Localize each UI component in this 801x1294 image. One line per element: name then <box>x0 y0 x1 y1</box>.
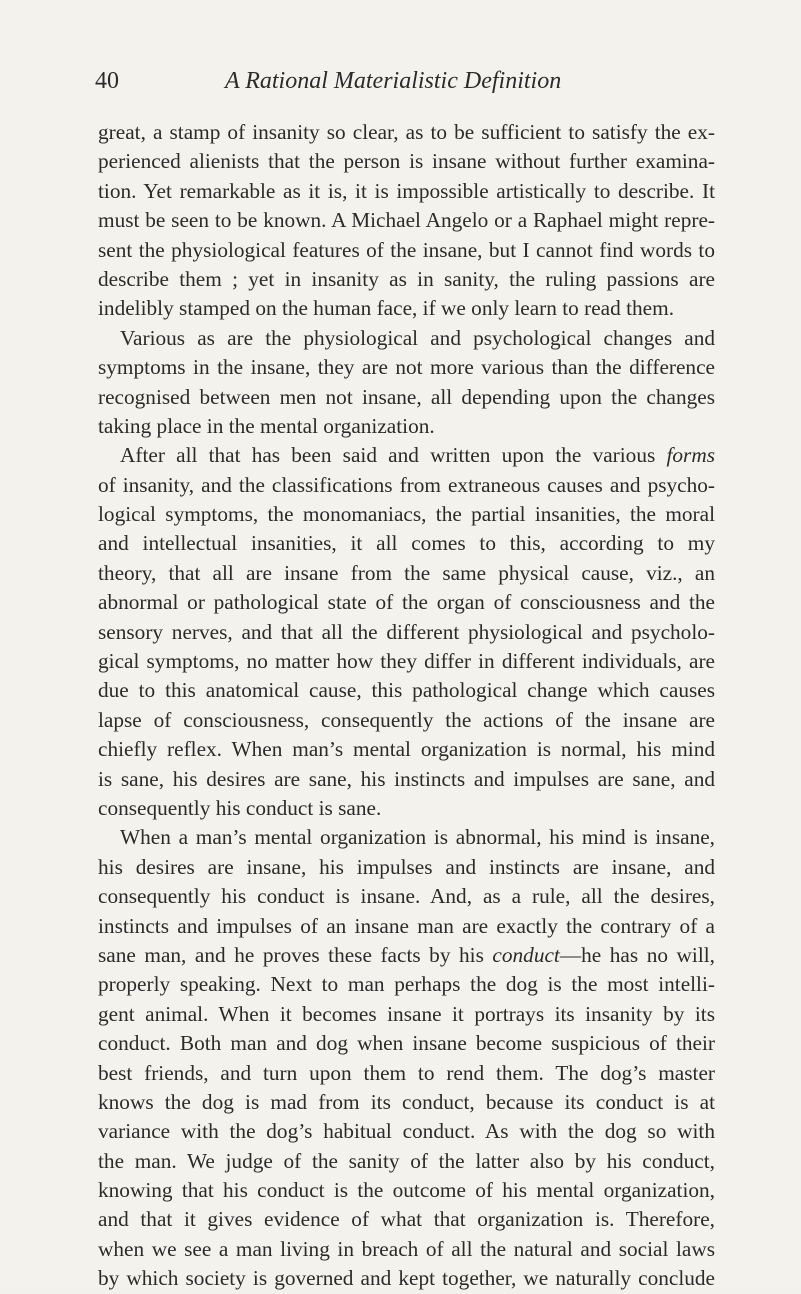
text-line: sent the physiological features of the insane, but I cannot find words to <box>98 237 715 262</box>
text-line-with-emphasis <box>98 941 715 970</box>
text-line: symptoms in the insane, they are not more various than the difference <box>98 355 715 380</box>
text-line: logical symptoms, the monomaniacs, the partial insanities, the moral <box>98 502 715 527</box>
text-line-with-emphasis <box>98 441 715 470</box>
running-title: A Rational Materialistic Definition <box>225 68 562 94</box>
text-fragment: sane man, and he proves these facts by his <box>98 942 484 967</box>
text-line: variance with the dog’s habitual conduct. As with the dog so with <box>98 1119 715 1144</box>
text-line: of insanity, and the classifications from extraneous causes and psycho- <box>98 472 715 497</box>
text-line: gical symptoms, no matter how they differ in different individuals, are <box>98 649 715 674</box>
text-line: conduct. Both man and dog when insane become suspicious of their <box>98 1031 715 1056</box>
text-line: the man. We judge of the sanity of the latter also by his conduct, <box>98 1148 715 1173</box>
running-head <box>95 68 715 102</box>
text-line: due to this anatomical cause, this pathological change which causes <box>98 678 715 703</box>
text-line: properly speaking. Next to man perhaps the dog is the most intelli- <box>98 972 715 997</box>
text-line: and intellectual insanities, it all comes to this, according to my <box>98 531 715 556</box>
text-line: great, a stamp of insanity so clear, as to be sufficient to satisfy the ex- <box>98 120 715 144</box>
text-line: instincts and impulses of an insane man are exactly the contrary of a <box>98 913 715 938</box>
text-line: must be seen to be known. A Michael Angelo or a Raphael might repre- <box>98 208 715 233</box>
text-line: Various as are the physiological and psychological changes and <box>120 325 715 350</box>
body-text <box>98 118 715 1294</box>
page-number: 40 <box>95 68 119 94</box>
text-line: taking place in the mental organization. <box>98 413 435 438</box>
text-line: chiefly reflex. When man’s mental organization is normal, his mind <box>98 737 715 762</box>
text-fragment: After all that has been said and written upon the various <box>120 443 656 468</box>
text-line: consequently his conduct is sane. <box>98 795 382 820</box>
text-line: knowing that his conduct is the outcome of his mental organization, <box>98 1178 715 1203</box>
text-line: gent animal. When it becomes insane it portrays its insanity by its <box>98 1001 715 1026</box>
text-line: indelibly stamped on the human face, if we only learn to read them. <box>98 296 675 321</box>
text-line: when we see a man living in breach of all the natural and social laws <box>98 1236 715 1261</box>
text-line: When a man’s mental organization is abnormal, his mind is insane, <box>120 825 715 850</box>
emphasis-conduct: conduct <box>492 942 560 967</box>
text-line: recognised between men not insane, all depending upon the changes <box>98 384 715 409</box>
text-line: perienced alienists that the person is insane without further examina- <box>98 149 715 174</box>
text-line: his desires are insane, his impulses and instincts are insane, and <box>98 854 715 879</box>
text-line: abnormal or pathological state of the organ of consciousness and the <box>98 590 715 615</box>
text-line: best friends, and turn upon them to rend them. The dog’s master <box>98 1060 715 1085</box>
text-line: consequently his conduct is insane. And, as a rule, all the desires, <box>98 884 715 909</box>
text-line: sensory nerves, and that all the different physiological and psycholo- <box>98 619 715 644</box>
text-line: theory, that all are insane from the same physical cause, viz., an <box>98 560 715 585</box>
text-line: by which society is governed and kept together, we naturally conclude <box>98 1266 715 1291</box>
text-line: knows the dog is mad from its conduct, because its conduct is at <box>98 1089 715 1114</box>
text-fragment: —he has no will, <box>559 942 715 967</box>
text-line: is sane, his desires are sane, his instincts and impulses are sane, and <box>98 766 715 791</box>
text-line: and that it gives evidence of what that organization is. Therefore, <box>98 1207 715 1232</box>
text-line: describe them ; yet in insanity as in sanity, the ruling passions are <box>98 266 715 291</box>
text-line: lapse of consciousness, consequently the actions of the insane are <box>98 707 715 732</box>
text-line: tion. Yet remarkable as it is, it is impossible artistically to describe. It <box>98 178 715 203</box>
emphasis-forms: forms <box>666 443 715 468</box>
